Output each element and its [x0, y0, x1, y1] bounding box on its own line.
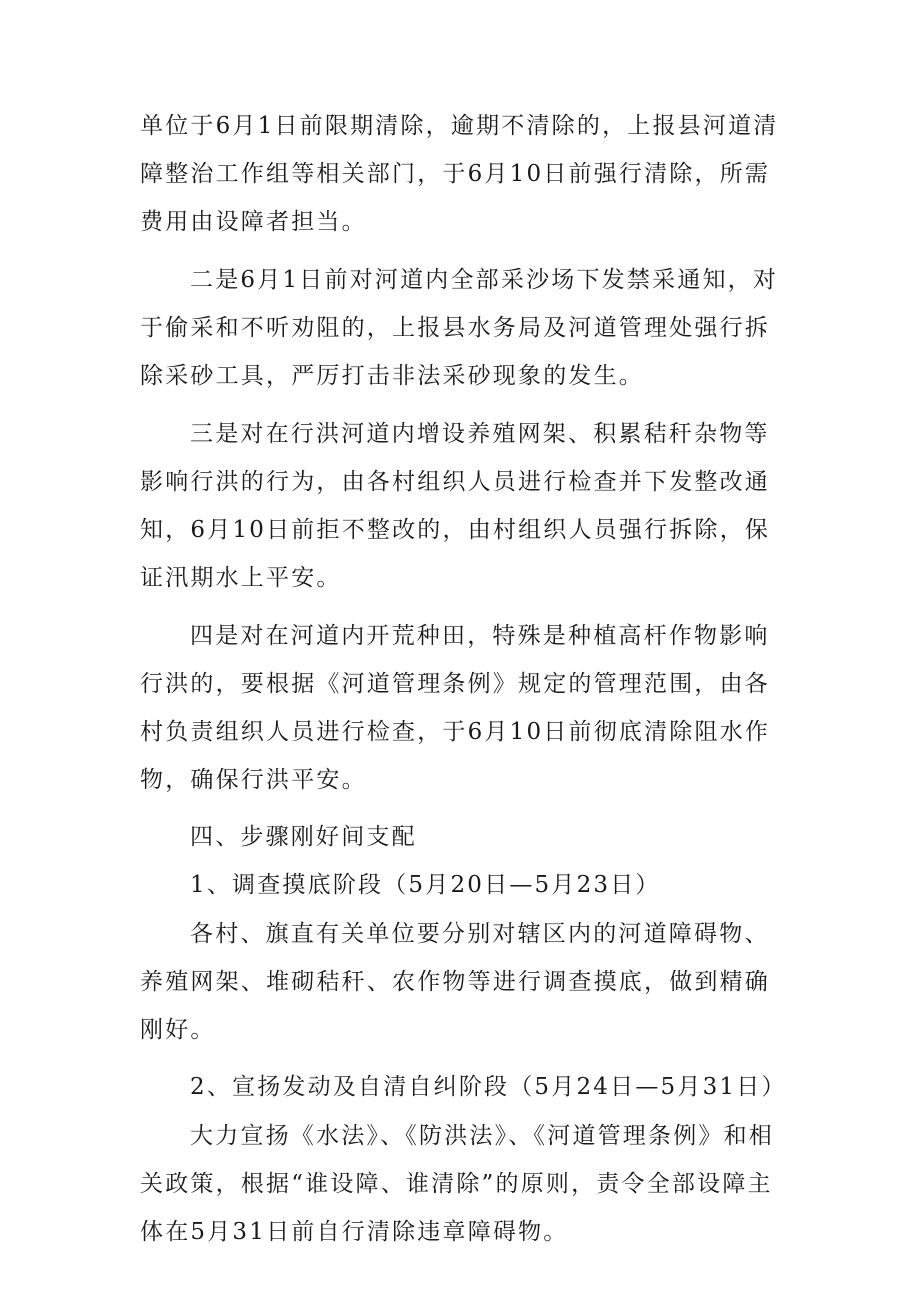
- section-heading: 四、步骤刚好间支配: [190, 824, 417, 850]
- step-two-heading: 2、宣扬发动及自清自纠阶段（5月24日—5月31日）: [190, 1074, 787, 1100]
- paragraph-continuation: 单位于6月1日前限期清除，逾期不清除的，上报县河道清障整治工作组等相关部门，于6月10日前强行清除，所需费用由设障者担当。: [140, 113, 779, 235]
- document-body: [140, 102, 790, 1266]
- step-one-heading: 1、调查摸底阶段（5月20日—5月23日）: [190, 872, 661, 898]
- paragraph-item-two: 二是6月1日前对河道内全部采沙场下发禁采通知，对于偷采和不听劝阻的，上报县水务局及河道管理处强行拆除采砂工具，严厉打击非法采砂现象的发生。: [140, 267, 779, 389]
- step-one-body: 各村、旗直有关单位要分别对辖区内的河道障碍物、养殖网架、堆砌秸秆、农作物等进行调查摸底，做到精确刚好。: [140, 921, 770, 1043]
- paragraph-item-four: 四是对在河道内开荒种田，特殊是种植高杆作物影响行洪的，要根据《河道管理条例》规定的管理范围，由各村负责组织人员进行检查，于6月10日前彻底清除阻水作物，确保行洪平安。: [140, 623, 771, 793]
- step-two-body: 大力宣扬《水法》、《防洪法》、《河道管理条例》和相关政策，根据“谁设障、谁清除”的原则，责令全部设障主体在5月31日前自行清除违章障碍物。: [140, 1123, 774, 1245]
- paragraph-item-three: 三是对在行洪河道内增设养殖网架、积累秸秆杂物等影响行洪的行为，由各村组织人员进行检查并下发整改通知，6月10日前拒不整改的，由村组织人员强行拆除，保证汛期水上平安。: [140, 421, 771, 591]
